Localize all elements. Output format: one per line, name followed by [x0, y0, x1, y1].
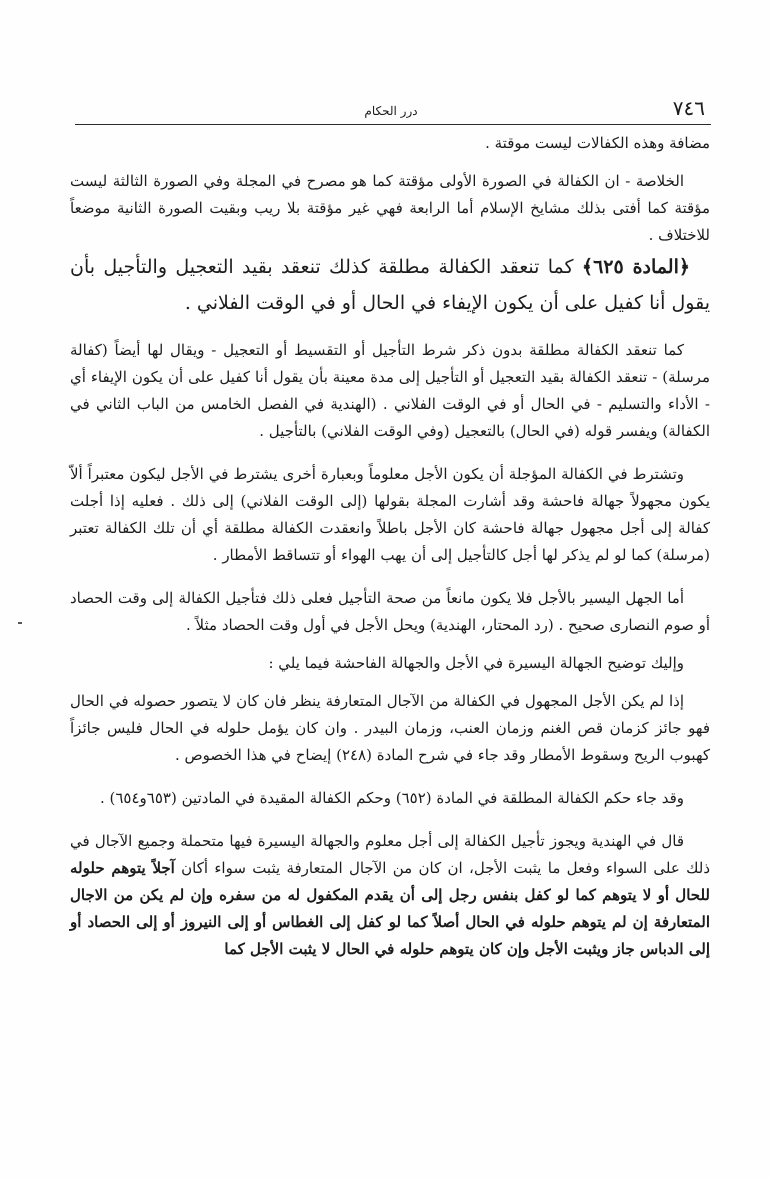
paragraph-5: أما الجهل اليسير بالأجل فلا يكون مانعاً من صحة التأجيل فعلى ذلك فتأجيل الكفالة إلى وقت الحصاد أو صوم النصارى صحيح . (رد المحتار، الهندية) ويحل الأجل في أول وقت الحصاد مثلاً . [70, 589, 710, 634]
paragraph-9-end: آجلاً يتوهم حلوله للحال أو لا يتوهم كما لو كفل بنفس رجل إلى أن يقدم المكفول له من سفره وإن لم يكن من الاجال المتعارفة إن لم يتوهم حلوله في الحال أصلاً كما لو كفل إلى الغطاس أو إلى النيروز أو إلى الحصاد أو إلى الدباس جاز ويثبت الأجل وإن كان يتوهم حلوله في الحال لا يثبت الأجل كما [70, 859, 710, 958]
article-625 [70, 249, 710, 321]
margin-mark [18, 622, 22, 624]
running-title: درر الحكام [364, 104, 418, 118]
paragraph-8: وقد جاء حكم الكفالة المطلقة في المادة (٦٥٢) وحكم الكفالة المقيدة في المادتين (٦٥٣و٦٥٤) . [99, 789, 684, 807]
article-label: ﴿المادة ٦٢٥﴾ [581, 256, 690, 278]
paragraph-9 [70, 828, 710, 963]
paragraph-2: الخلاصة - ان الكفالة في الصورة الأولى مؤقتة كما هو مصرح في المجلة وفي الصورة الثالثة ليست مؤقتة كما أفتى بذلك مشايخ الإسلام أما الرابعة فهي غير مؤقتة بلا ريب وبقيت الصورة الثانية موضعاً للاختلاف . [70, 172, 710, 244]
paragraph-3: كما تنعقد الكفالة مطلقة بدون ذكر شرط التأجيل أو التقسيط أو التعجيل - ويقال لها أيضاً (كفالة مرسلة) - تنعقد الكفالة بقيد التعجيل أو التأجيل إلى مدة معينة بأن يقول أنا كفيل على أن يكون الإيفاء أي - الأداء والتسليم - في الحال أو في الوقت الفلاني . (الهندية في الفصل الخامس من الباب الثاني في الكفالة) ويفسر قوله (في الحال) بالتعجيل (وفي الوقت الفلاني) بالتأجيل . [70, 341, 710, 440]
page-number: ٧٤٦ [672, 96, 705, 120]
page-body [70, 130, 710, 963]
paragraph-4: وتشترط في الكفالة المؤجلة أن يكون الأجل معلوماً وبعبارة أخرى يشترط في الأجل ليكون معتبراً ألاّ يكون مجهولاً جهالة فاحشة وقد أشارت المجلة بقولها (إلى الوقت الفلاني) إلى ذلك . فعليه إذا أجلت كفالة إلى أجل مجهول جهالة فاحشة كان الأجل باطلاً وانعقدت الكفالة مطلقة أي أن تلك الكفالة تعتبر (مرسلة) كما لو لم يذكر لها أجل كالتأجيل إلى أن يهب الهواء أو تتساقط الأمطار . [70, 465, 710, 564]
page-header [75, 90, 707, 124]
paragraph-6: وإليك توضيح الجهالة اليسيرة في الأجل والجهالة الفاحشة فيما يلي : [268, 654, 684, 672]
header-rule [75, 124, 711, 125]
paragraph-1: مضافة وهذه الكفالات ليست موقتة . [485, 134, 710, 152]
article-text: كما تنعقد الكفالة مطلقة كذلك تنعقد بقيد التعجيل والتأجيل بأن يقول أنا كفيل على أن يكون الإيفاء في الحال أو في الوقت الفلاني . [70, 256, 710, 314]
paragraph-7: إذا لم يكن الأجل المجهول في الكفالة من الآجال المتعارفة ينظر فان كان لا يتصور حصوله في الحال فهو جائز كزمان قص الغنم وزمان العنب، وزمان البيدر . وان كان يؤمل حلوله في الحال فليس جائزاً كهبوب الريح وسقوط الأمطار وقد جاء في شرح المادة (٢٤٨) إيضاح في هذا الخصوص . [70, 692, 710, 764]
paragraph-9-start: قال في الهندية ويجوز تأجيل الكفالة إلى أجل معلوم والجهالة اليسيرة فيها متحملة وجميع الآجال في ذلك على السواء وفعل ما يثبت الأجل، ان كان من الآجال المتعارفة يثبت سواء أكان [70, 832, 710, 877]
